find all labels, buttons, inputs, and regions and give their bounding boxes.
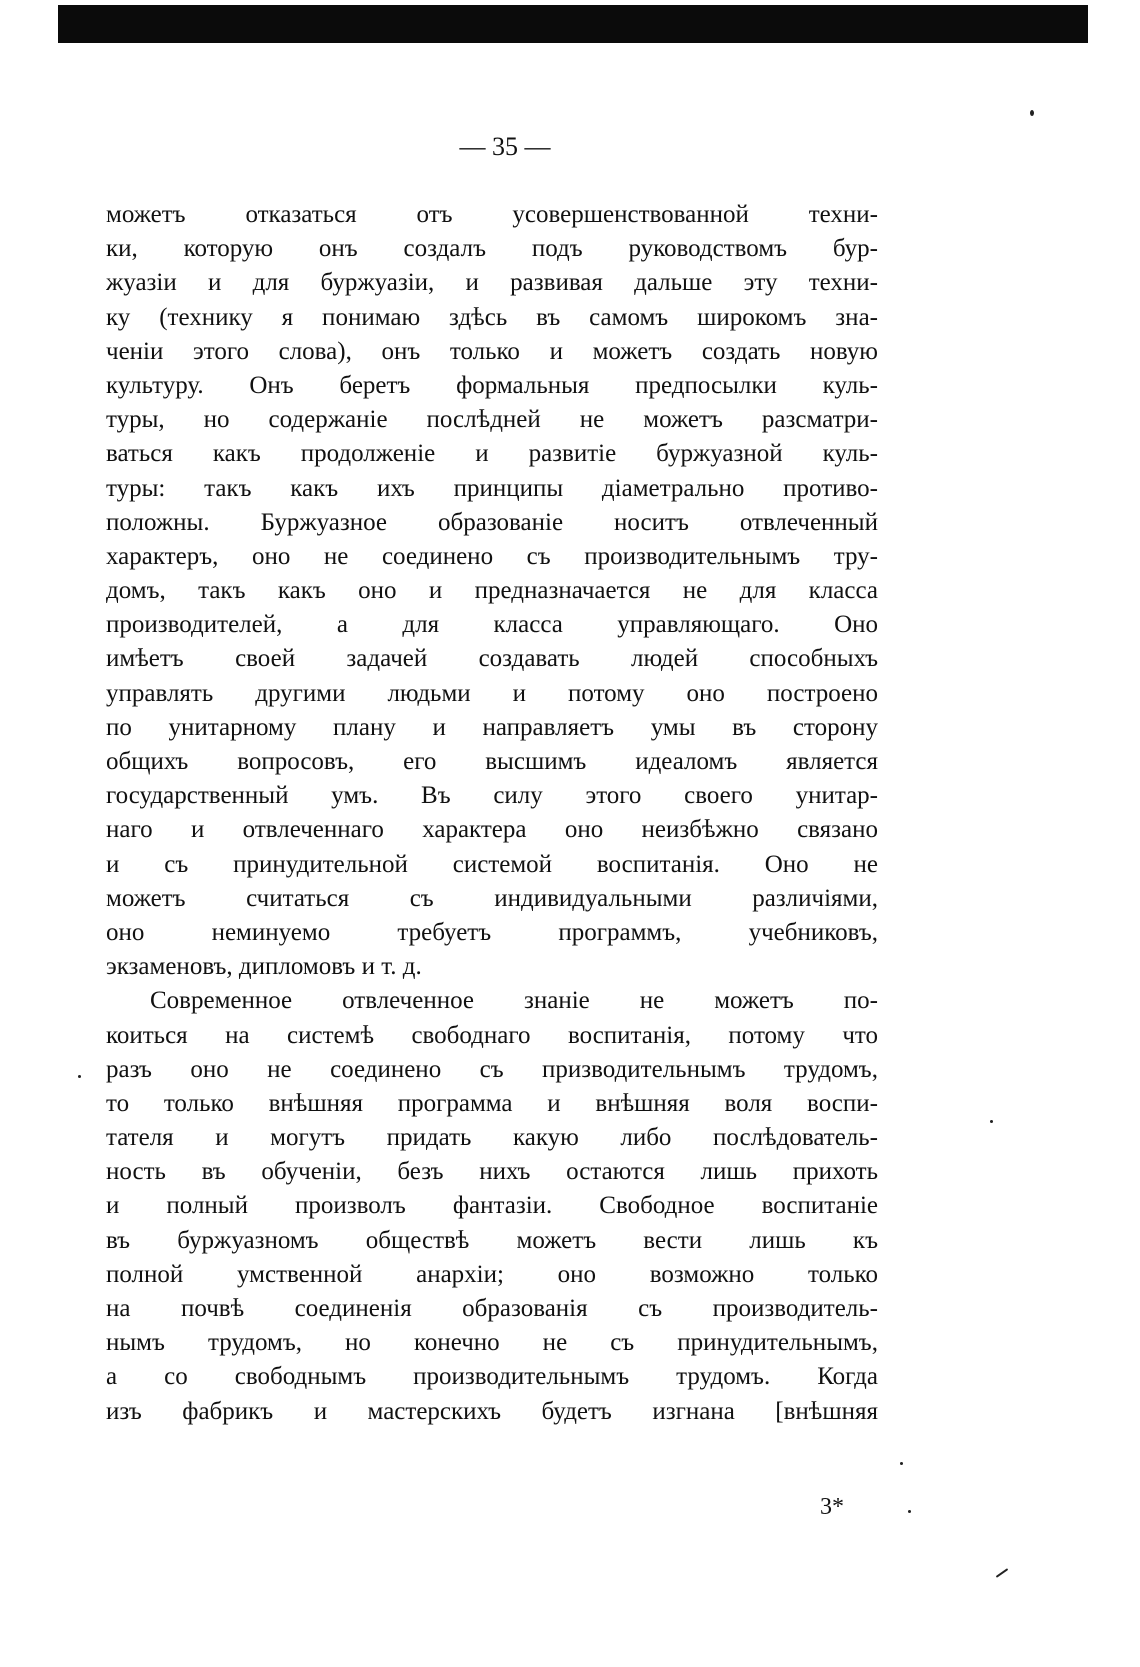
text-line-11: характеръ, оно не соединено съ производительнымъ тру- — [106, 542, 878, 570]
text-line-20: и съ принудительной системой воспитанія. Оно не — [106, 850, 878, 878]
text-line-29: ность въ обученіи, безъ нихъ остаются лишь прихоть — [106, 1158, 878, 1186]
scan-speck — [908, 1510, 911, 1513]
body-text — [106, 198, 878, 1429]
text-line-18: государственный умъ. Въ силу этого своего унитар- — [106, 782, 878, 810]
text-line-24: Современное отвлеченное знаніе не можетъ по- — [150, 987, 878, 1015]
text-line-9: туры: такъ какъ ихъ принципы діаметрально противо- — [106, 474, 878, 502]
text-line-36: изъ фабрикъ и мастерскихъ будетъ изгнана [внѣшняя — [106, 1397, 878, 1425]
text-line-7: туры, но содержаніе послѣдней не можетъ разсматри- — [106, 406, 878, 434]
text-line-14: имѣетъ своей задачей создавать людей способныхъ — [106, 645, 878, 673]
scan-top-edge-bar — [58, 5, 1088, 43]
printer-signature-mark: 3* — [820, 1494, 844, 1520]
scan-speck — [78, 1075, 81, 1078]
text-line-32: полной умственной анархіи; оно возможно только — [106, 1260, 878, 1288]
text-line-30: и полный произволъ фантазіи. Свободное воспитаніе — [106, 1192, 878, 1220]
text-line-26: разъ оно не соединено съ призводительнымъ трудомъ, — [106, 1055, 878, 1083]
scan-speck — [990, 1120, 993, 1123]
text-line-2: ки, которую онъ создалъ подъ руководствомъ бур- — [106, 235, 878, 263]
text-line-34: нымъ трудомъ, но конечно не съ принудительнымъ, — [106, 1329, 878, 1357]
text-line-6: культуру. Онъ беретъ формальныя предпосылки куль- — [106, 371, 878, 399]
scan-speck — [900, 1462, 903, 1465]
text-line-1: можетъ отказаться отъ усовершенствованной техни- — [106, 201, 878, 228]
text-line-5: ченіи этого слова), онъ только и можетъ создать новую — [106, 337, 878, 365]
text-line-8: ваться какъ продолженіе и развитіе буржуазной куль- — [106, 440, 878, 468]
text-line-28: тателя и могутъ придать какую либо послѣдователь- — [106, 1124, 878, 1152]
text-line-13: производителей, а для класса управляющаго. Оно — [106, 611, 878, 639]
text-line-3: жуазіи и для буржуазіи, и развивая дальше эту техни- — [106, 269, 878, 297]
scan-speck — [996, 1568, 1009, 1578]
text-line-23: экзаменовъ, дипломовъ и т. д. — [106, 953, 422, 981]
text-line-16: по унитарному плану и направляетъ умы въ сторону — [106, 713, 878, 741]
text-line-19: наго и отвлеченнаго характера оно неизбѣжно связано — [106, 816, 878, 844]
page-number: — 35 — — [459, 132, 551, 161]
text-line-10: положны. Буржуазное образованіе носитъ отвлеченный — [106, 508, 878, 536]
text-line-35: а со свободнымъ производительнымъ трудомъ. Когда — [106, 1363, 878, 1391]
text-line-33: на почвѣ соединенія образованія съ производитель- — [106, 1295, 878, 1322]
text-line-21: можетъ считаться съ индивидуальными различіями, — [106, 884, 878, 912]
text-line-15: управлять другими людьми и потому оно построено — [106, 679, 878, 707]
text-line-25: коиться на системѣ свободнаго воспитанія, потому что — [106, 1021, 878, 1049]
text-line-17: общихъ вопросовъ, его высшимъ идеаломъ является — [106, 748, 878, 775]
text-line-12: домъ, такъ какъ оно и предназначается не для класса — [106, 577, 878, 605]
scan-speck — [1030, 110, 1034, 116]
text-line-22: оно неминуемо требуетъ программъ, учебниковъ, — [106, 918, 878, 946]
text-line-27: то только внѣшняя программа и внѣшняя воля воспи- — [106, 1089, 878, 1117]
text-line-4: ку (технику я понимаю здѣсь въ самомъ широкомъ зна- — [106, 303, 878, 331]
text-line-31: въ буржуазномъ обществѣ можетъ вести лишь къ — [106, 1226, 878, 1254]
